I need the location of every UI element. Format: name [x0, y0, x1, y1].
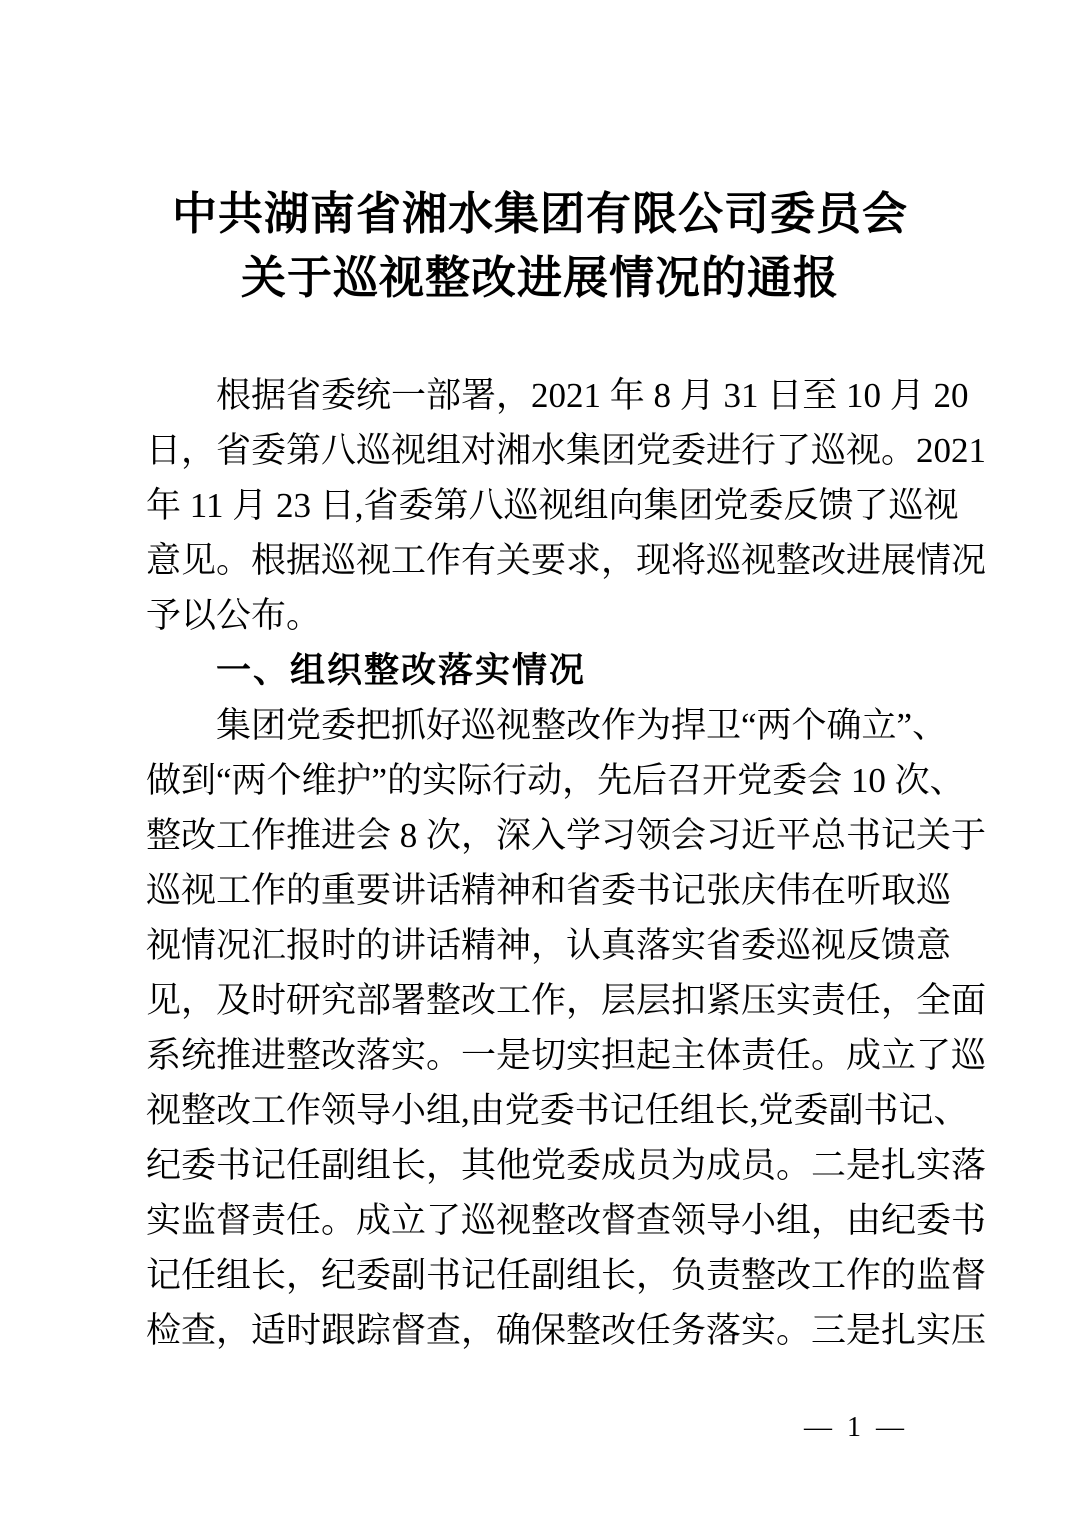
page-number: — 1 —	[804, 1412, 908, 1443]
text-line: 系统推进整改落实。一是切实担起主体责任。成立了巡	[146, 1036, 987, 1075]
section-heading-1: 一、组织整改落实情况	[216, 651, 587, 690]
document-title	[0, 182, 1080, 310]
text-line: 日，省委第八巡视组对湘水集团党委进行了巡视。2021	[146, 431, 987, 470]
text-line: 根据省委统一部署，2021 年 8 月 31 日至 10 月 20	[216, 376, 969, 415]
text-line: 年 11 月 23 日,省委第八巡视组向集团党委反馈了巡视	[146, 486, 959, 525]
text-line: 纪委书记任副组长，其他党委成员为成员。二是扎实落	[146, 1146, 987, 1185]
text-line: 意见。根据巡视工作有关要求，现将巡视整改进展情况	[146, 541, 987, 580]
document-title-line2: 关于巡视整改进展情况的通报	[240, 253, 839, 303]
text-line: 检查，适时跟踪督查，确保整改任务落实。三是扎实压	[146, 1311, 987, 1350]
text-line: 视情况汇报时的讲话精神，认真落实省委巡视反馈意	[146, 926, 952, 965]
document-title-line1: 中共湖南省湘水集团有限公司委员会	[171, 189, 908, 239]
text-line: 整改工作推进会 8 次，深入学习领会习近平总书记关于	[146, 816, 987, 855]
text-line: 记任组长，纪委副书记任副组长，负责整改工作的监督	[146, 1256, 987, 1295]
paragraph-1	[146, 368, 987, 643]
text-line: 集团党委把抓好巡视整改作为捍卫“两个确立”、	[216, 706, 948, 745]
text-line: 做到“两个维护”的实际行动，先后召开党委会 10 次、	[146, 761, 965, 800]
text-line: 巡视工作的重要讲话精神和省委书记张庆伟在听取巡	[146, 871, 952, 910]
text-line: 实监督责任。成立了巡视整改督查领导小组，由纪委书	[146, 1201, 987, 1240]
paragraph-2	[146, 698, 987, 1358]
text-line: 见，及时研究部署整改工作，层层扣紧压实责任，全面	[146, 981, 987, 1020]
text-line: 予以公布。	[146, 596, 322, 635]
text-line: 视整改工作领导小组,由党委书记任组长,党委副书记、	[146, 1091, 969, 1130]
document-body	[146, 368, 987, 1358]
